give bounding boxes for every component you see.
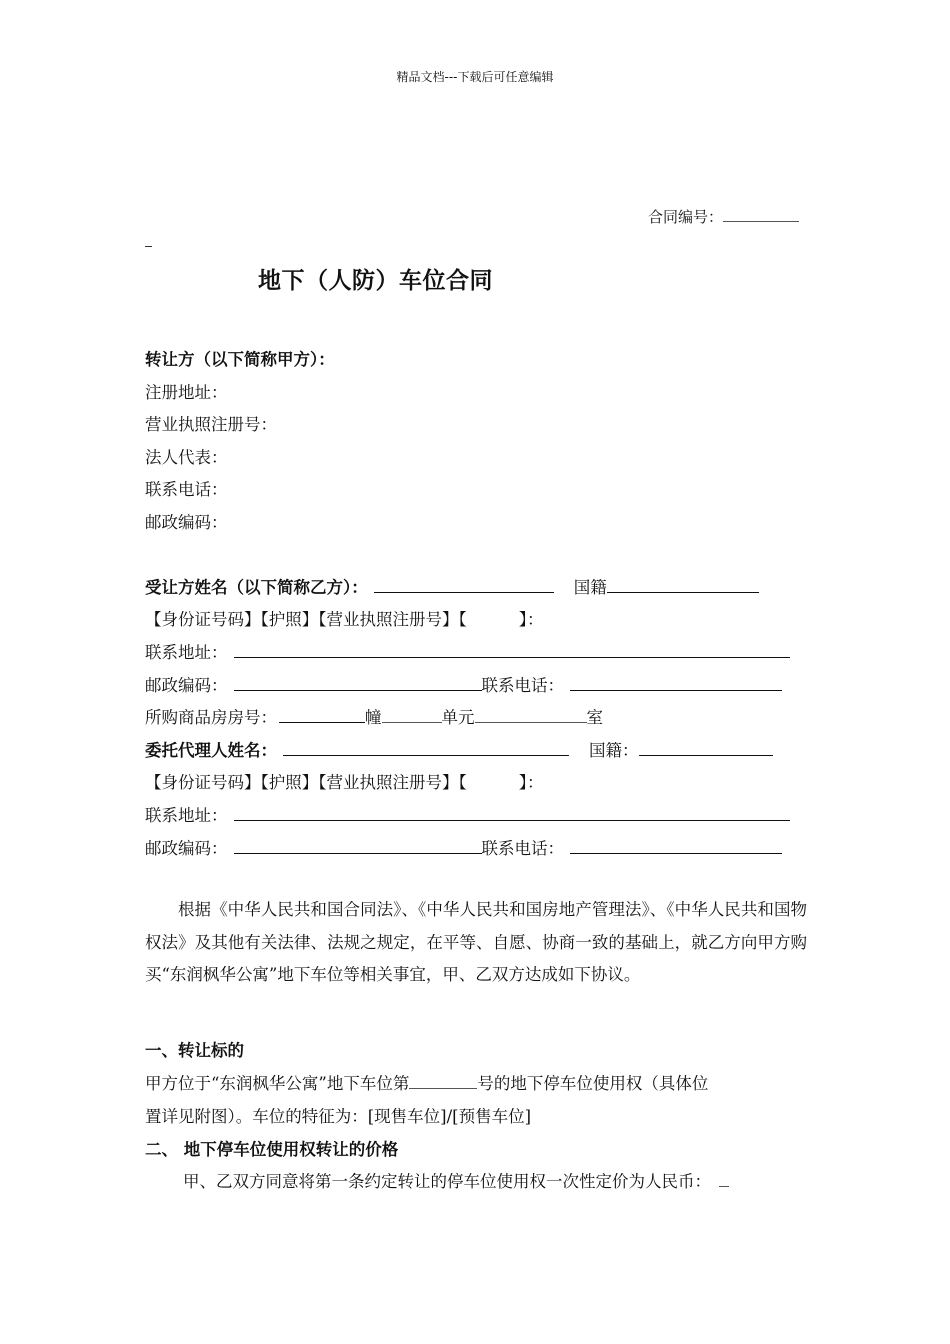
room-blank [475,707,587,723]
building-blank [279,707,365,723]
party-a-license-label: 营业执照注册号： [145,415,277,434]
agent-postcode-label: 邮政编码： [145,839,228,858]
agent-name-row [145,737,773,761]
agent-id-types [145,769,544,793]
party-b-room-label: 所购商品房房号： [145,708,277,727]
section-2-text [183,1168,729,1192]
room-unit: 室 [586,708,603,727]
section-2-heading: 二、 地下停车位使用权转让的价格 [145,1140,399,1159]
party-a-phone-label: 联系电话： [145,480,228,499]
agent-name-blank [283,740,569,756]
party-b-room-row [145,704,603,728]
agent-phone-blank [570,838,782,854]
blank-dash [145,238,152,247]
page-title: 地下（人防）车位合同 [258,268,493,294]
agent-address-label: 联系地址： [145,806,228,825]
agent-name-label: 委托代理人姓名： [145,741,277,760]
party-b-name-blank [374,577,554,593]
party-b-name-label: 受让方姓名（以下简称乙方）： [145,578,368,597]
agent-nationality-blank [639,740,773,756]
party-b-name-row [145,574,759,598]
agent-id-types-text: 【身份证号码】【护照】【营业执照注册号】【 [145,773,467,792]
agent-id-types-end: 】： [518,773,544,792]
agent-postcode-blank [234,838,482,854]
party-b-nationality-label: 国籍 [573,578,607,597]
agent-address-row [145,802,790,826]
contract-number-label: 合同编号： [648,208,724,226]
party-b-id-types [145,606,544,630]
party-a-heading: 转让方（以下简称甲方）： [145,350,335,369]
preamble-paragraph: 根据《中华人民共和国合同法》、《中华人民共和国房地产管理法》、《中华人民共和国物权法》及其他有关法律、法规之规定，在平等、自愿、协商一致的基础上，就乙方向甲方购买“东润枫华公寓”地下车位等相关事宜，甲、乙双方达成如下协议。 [145,900,807,984]
party-b-address-row [145,639,790,663]
section-1-line2: 置详见附图）。车位的特征为：[现售车位]/[预售车位] [145,1107,532,1126]
party-b-id-types-end: 】： [518,610,544,629]
contract-number-field [648,206,799,227]
agent-phone-label: 联系电话： [481,839,564,858]
party-b-address-label: 联系地址： [145,643,228,662]
party-b-nationality-blank [607,577,759,593]
header-note: 精品文档---下载后可任意编辑 [396,70,554,84]
price-blank [719,1171,729,1187]
section-1-text-before: 甲方位于“东润枫华公寓”地下车位第 [145,1074,410,1093]
agent-postcode-row [145,835,782,859]
party-a-address-label: 注册地址： [145,383,228,402]
party-b-postcode-label: 邮政编码： [145,676,228,695]
party-a-postcode-label: 邮政编码： [145,513,228,532]
section-1-text-after: 号的地下停车位使用权（具体位 [477,1074,709,1093]
unit-unit: 单元 [441,708,475,727]
unit-blank [382,707,442,723]
party-b-id-types-text: 【身份证号码】【护照】【营业执照注册号】【 [145,610,467,629]
party-a-legal-rep-label: 法人代表： [145,448,228,467]
agent-address-blank [234,805,790,821]
parking-number-blank [409,1073,477,1089]
section-1-heading: 一、转让标的 [145,1041,244,1060]
section-1-text [145,1070,708,1094]
party-b-postcode-blank [234,675,482,691]
party-b-postcode-row [145,672,782,696]
party-b-phone-blank [570,675,782,691]
building-unit: 幢 [365,708,382,727]
section-2-text-content: 甲、乙双方同意将第一条约定转让的停车位使用权一次性定价为人民币： [183,1172,711,1191]
party-b-address-blank [234,642,790,658]
agent-nationality-label: 国籍： [589,741,639,760]
party-b-phone-label: 联系电话： [481,676,564,695]
contract-number-blank [723,207,799,222]
